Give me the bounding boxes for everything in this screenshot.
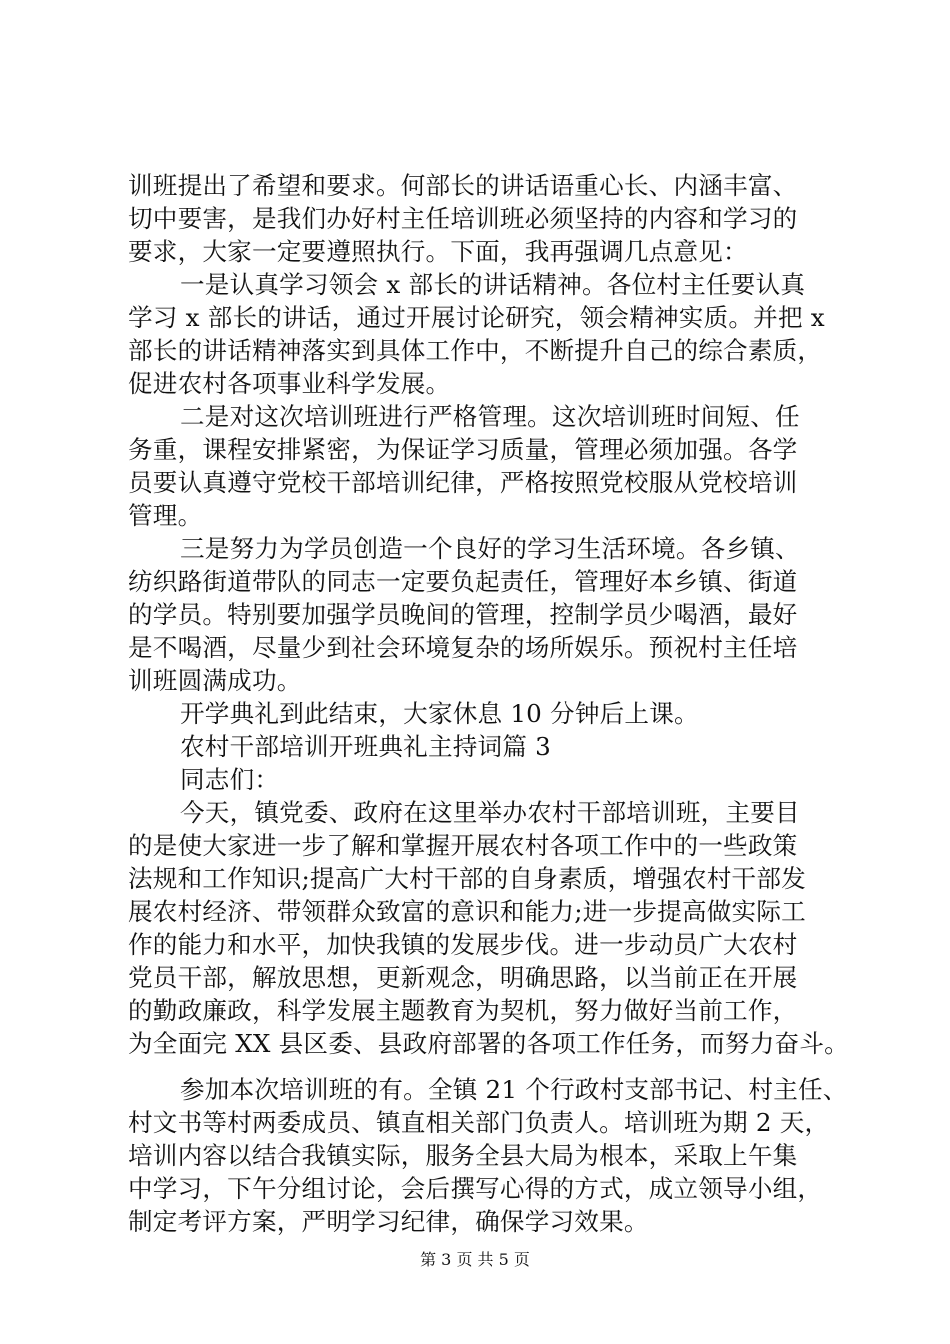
paragraph-first-line: 三是努力为学员创造一个良好的学习生活环境。各乡镇、 xyxy=(180,534,800,563)
text-line: 员要认真遵守党校干部培训纪律，严格按照党校服从党校培训 xyxy=(128,468,798,497)
page-number-footer: 第 3 页 共 5 页 xyxy=(420,1250,530,1269)
paragraph-first-line: 今天，镇党委、政府在这里举办农村干部培训班，主要目 xyxy=(180,798,800,827)
text-line: 的学员。特别要加强学员晚间的管理，控制学员少喝酒，最好 xyxy=(128,600,798,629)
text-line: 村文书等村两委成员、镇直相关部门负责人。培训班为期 2 天， xyxy=(128,1108,830,1137)
text-line: 促进农村各项事业科学发展。 xyxy=(128,369,451,398)
closing-line: 开学典礼到此结束，大家休息 10 分钟后上课。 xyxy=(180,699,699,728)
text-line: 为全面完 XX 县区委、县政府部署的各项工作任务，而努力奋斗。 xyxy=(128,1029,849,1058)
text-line: 要求，大家一定要遵照执行。下面，我再强调几点意见： xyxy=(128,237,748,266)
text-line: 切中要害，是我们办好村主任培训班必须坚持的内容和学习的 xyxy=(128,204,798,233)
text-line: 制定考评方案，严明学习纪律，确保学习效果。 xyxy=(128,1207,649,1236)
text-line: 学习 x 部长的讲话，通过开展讨论研究，领会精神实质。并把 x xyxy=(128,303,825,332)
text-line: 法规和工作知识;提高广大村干部的自身素质，增强农村干部发 xyxy=(128,864,806,893)
text-line: 的是使大家进一步了解和掌握开展农村各项工作中的一些政策 xyxy=(128,831,798,860)
text-line: 培训内容以结合我镇实际，服务全县大局为根本，采取上午集 xyxy=(128,1141,798,1170)
text-line: 训班提出了希望和要求。何部长的讲话语重心长、内涵丰富、 xyxy=(128,171,798,200)
section-heading: 农村干部培训开班典礼主持词篇 3 xyxy=(180,732,551,761)
paragraph-first-line: 参加本次培训班的有。全镇 21 个行政村支部书记、村主任、 xyxy=(180,1075,848,1104)
text-line: 展农村经济、带领群众致富的意识和能力;进一步提高做实际工 xyxy=(128,897,806,926)
text-line: 作的能力和水平，加快我镇的发展步伐。进一步动员广大农村 xyxy=(128,930,798,959)
text-line: 训班圆满成功。 xyxy=(128,666,302,695)
text-line: 中学习，下午分组讨论，会后撰写心得的方式，成立领导小组， xyxy=(128,1174,823,1203)
text-line: 纺织路街道带队的同志一定要负起责任，管理好本乡镇、街道 xyxy=(128,567,798,596)
text-line: 的勤政廉政，科学发展主题教育为契机，努力做好当前工作， xyxy=(128,996,798,1025)
text-line: 党员干部，解放思想，更新观念，明确思路，以当前正在开展 xyxy=(128,963,798,992)
salutation: 同志们： xyxy=(180,765,280,794)
text-line: 部长的讲话精神落实到具体工作中，不断提升自己的综合素质， xyxy=(128,336,823,365)
text-line: 管理。 xyxy=(128,501,203,530)
paragraph-first-line: 二是对这次培训班进行严格管理。这次培训班时间短、任 xyxy=(180,402,800,431)
paragraph-first-line: 一是认真学习领会 x 部长的讲话精神。各位村主任要认真 xyxy=(180,270,806,299)
text-line: 务重，课程安排紧密，为保证学习质量，管理必须加强。各学 xyxy=(128,435,798,464)
text-line: 是不喝酒，尽量少到社会环境复杂的场所娱乐。预祝村主任培 xyxy=(128,633,798,662)
